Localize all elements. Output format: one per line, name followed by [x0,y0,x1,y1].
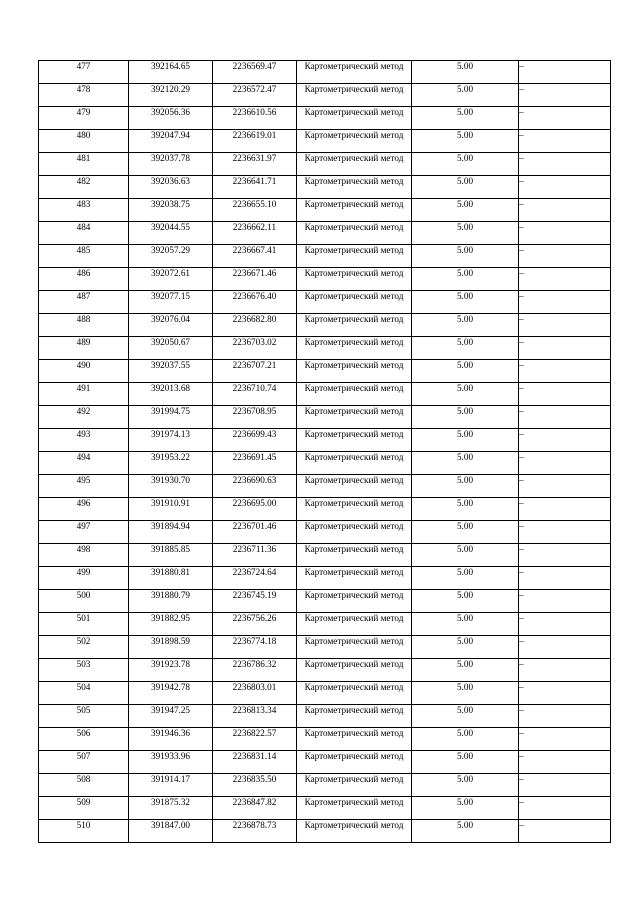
table-row [39,797,611,820]
x-coordinate-cell: 391882.95 [129,613,213,636]
error-cell: 5.00 [412,107,519,130]
description-cell: – [519,751,611,774]
point-number-cell: 486 [39,268,129,291]
table-row [39,728,611,751]
method-cell: Картометрический метод [297,84,412,107]
table-row [39,475,611,498]
point-number-cell: 504 [39,682,129,705]
error-cell: 5.00 [412,498,519,521]
error-cell: 5.00 [412,245,519,268]
y-coordinate-cell: 2236655.10 [213,199,297,222]
x-coordinate-cell: 391923.78 [129,659,213,682]
point-number-cell: 479 [39,107,129,130]
x-coordinate-cell: 392056.36 [129,107,213,130]
table-row [39,383,611,406]
point-number-cell: 487 [39,291,129,314]
error-cell: 5.00 [412,84,519,107]
y-coordinate-cell: 2236803.01 [213,682,297,705]
x-coordinate-cell: 391974.13 [129,429,213,452]
y-coordinate-cell: 2236619.01 [213,130,297,153]
error-cell: 5.00 [412,222,519,245]
y-coordinate-cell: 2236641.71 [213,176,297,199]
method-cell: Картометрический метод [297,820,412,843]
method-cell: Картометрический метод [297,705,412,728]
error-cell: 5.00 [412,820,519,843]
table-row [39,429,611,452]
error-cell: 5.00 [412,268,519,291]
error-cell: 5.00 [412,636,519,659]
method-cell: Картометрический метод [297,475,412,498]
point-number-cell: 494 [39,452,129,475]
x-coordinate-cell: 391933.96 [129,751,213,774]
method-cell: Картометрический метод [297,521,412,544]
y-coordinate-cell: 2236774.18 [213,636,297,659]
y-coordinate-cell: 2236695.00 [213,498,297,521]
description-cell: – [519,636,611,659]
method-cell: Картометрический метод [297,291,412,314]
error-cell: 5.00 [412,360,519,383]
y-coordinate-cell: 2236667.41 [213,245,297,268]
table-row [39,107,611,130]
table-row [39,360,611,383]
point-number-cell: 503 [39,659,129,682]
x-coordinate-cell: 391885.85 [129,544,213,567]
point-number-cell: 478 [39,84,129,107]
error-cell: 5.00 [412,153,519,176]
table-row [39,406,611,429]
x-coordinate-cell: 391894.94 [129,521,213,544]
table-row [39,521,611,544]
y-coordinate-cell: 2236822.57 [213,728,297,751]
table-row [39,199,611,222]
error-cell: 5.00 [412,199,519,222]
point-number-cell: 491 [39,383,129,406]
point-number-cell: 497 [39,521,129,544]
description-cell: – [519,613,611,636]
point-number-cell: 492 [39,406,129,429]
table-row [39,61,611,84]
x-coordinate-cell: 392038.75 [129,199,213,222]
table-row [39,567,611,590]
method-cell: Картометрический метод [297,383,412,406]
x-coordinate-cell: 392036.63 [129,176,213,199]
error-cell: 5.00 [412,383,519,406]
table-row [39,751,611,774]
error-cell: 5.00 [412,544,519,567]
error-cell: 5.00 [412,130,519,153]
table-row [39,337,611,360]
y-coordinate-cell: 2236724.64 [213,567,297,590]
y-coordinate-cell: 2236682.80 [213,314,297,337]
y-coordinate-cell: 2236610.56 [213,107,297,130]
x-coordinate-cell: 392077.15 [129,291,213,314]
description-cell: – [519,590,611,613]
y-coordinate-cell: 2236710.74 [213,383,297,406]
error-cell: 5.00 [412,590,519,613]
description-cell: – [519,245,611,268]
point-number-cell: 480 [39,130,129,153]
y-coordinate-cell: 2236835.50 [213,774,297,797]
method-cell: Картометрический метод [297,636,412,659]
y-coordinate-cell: 2236756.26 [213,613,297,636]
point-number-cell: 507 [39,751,129,774]
table-row [39,153,611,176]
description-cell: – [519,797,611,820]
error-cell: 5.00 [412,406,519,429]
description-cell: – [519,567,611,590]
y-coordinate-cell: 2236707.21 [213,360,297,383]
table-row [39,176,611,199]
point-number-cell: 505 [39,705,129,728]
point-number-cell: 500 [39,590,129,613]
table-body [39,61,611,843]
y-coordinate-cell: 2236572.47 [213,84,297,107]
y-coordinate-cell: 2236703.02 [213,337,297,360]
table-row [39,245,611,268]
x-coordinate-cell: 391953.22 [129,452,213,475]
description-cell: – [519,406,611,429]
error-cell: 5.00 [412,751,519,774]
table-row [39,613,611,636]
description-cell: – [519,153,611,176]
description-cell: – [519,774,611,797]
table-row [39,130,611,153]
description-cell: – [519,521,611,544]
method-cell: Картометрический метод [297,268,412,291]
point-number-cell: 489 [39,337,129,360]
description-cell: – [519,84,611,107]
method-cell: Картометрический метод [297,245,412,268]
point-number-cell: 484 [39,222,129,245]
x-coordinate-cell: 392037.78 [129,153,213,176]
x-coordinate-cell: 392044.55 [129,222,213,245]
description-cell: – [519,659,611,682]
y-coordinate-cell: 2236708.95 [213,406,297,429]
error-cell: 5.00 [412,429,519,452]
error-cell: 5.00 [412,613,519,636]
table-row [39,659,611,682]
x-coordinate-cell: 391880.81 [129,567,213,590]
description-cell: – [519,314,611,337]
method-cell: Картометрический метод [297,613,412,636]
description-cell: – [519,107,611,130]
x-coordinate-cell: 392072.61 [129,268,213,291]
y-coordinate-cell: 2236711.36 [213,544,297,567]
x-coordinate-cell: 391994.75 [129,406,213,429]
error-cell: 5.00 [412,314,519,337]
method-cell: Картометрический метод [297,107,412,130]
x-coordinate-cell: 391875.32 [129,797,213,820]
description-cell: – [519,544,611,567]
table-row [39,820,611,843]
method-cell: Картометрический метод [297,222,412,245]
x-coordinate-cell: 391930.70 [129,475,213,498]
y-coordinate-cell: 2236631.97 [213,153,297,176]
table-row [39,291,611,314]
description-cell: – [519,429,611,452]
error-cell: 5.00 [412,774,519,797]
table-row [39,682,611,705]
error-cell: 5.00 [412,797,519,820]
x-coordinate-cell: 391947.25 [129,705,213,728]
error-cell: 5.00 [412,475,519,498]
y-coordinate-cell: 2236690.63 [213,475,297,498]
error-cell: 5.00 [412,176,519,199]
method-cell: Картометрический метод [297,429,412,452]
table-row [39,452,611,475]
description-cell: – [519,820,611,843]
point-number-cell: 506 [39,728,129,751]
y-coordinate-cell: 2236878.73 [213,820,297,843]
error-cell: 5.00 [412,291,519,314]
table-row [39,84,611,107]
method-cell: Картометрический метод [297,360,412,383]
x-coordinate-cell: 392050.67 [129,337,213,360]
method-cell: Картометрический метод [297,176,412,199]
x-coordinate-cell: 392120.29 [129,84,213,107]
x-coordinate-cell: 391914.17 [129,774,213,797]
description-cell: – [519,475,611,498]
x-coordinate-cell: 391880.79 [129,590,213,613]
error-cell: 5.00 [412,337,519,360]
y-coordinate-cell: 2236691.45 [213,452,297,475]
table-row [39,222,611,245]
method-cell: Картометрический метод [297,751,412,774]
description-cell: – [519,291,611,314]
method-cell: Картометрический метод [297,590,412,613]
point-number-cell: 501 [39,613,129,636]
point-number-cell: 495 [39,475,129,498]
method-cell: Картометрический метод [297,682,412,705]
x-coordinate-cell: 392047.94 [129,130,213,153]
error-cell: 5.00 [412,452,519,475]
method-cell: Картометрический метод [297,659,412,682]
x-coordinate-cell: 392057.29 [129,245,213,268]
description-cell: – [519,176,611,199]
point-number-cell: 502 [39,636,129,659]
x-coordinate-cell: 391898.59 [129,636,213,659]
y-coordinate-cell: 2236813.34 [213,705,297,728]
error-cell: 5.00 [412,728,519,751]
table-row [39,314,611,337]
y-coordinate-cell: 2236701.46 [213,521,297,544]
method-cell: Картометрический метод [297,797,412,820]
description-cell: – [519,61,611,84]
error-cell: 5.00 [412,521,519,544]
point-number-cell: 498 [39,544,129,567]
description-cell: – [519,360,611,383]
point-number-cell: 509 [39,797,129,820]
y-coordinate-cell: 2236676.40 [213,291,297,314]
y-coordinate-cell: 2236847.82 [213,797,297,820]
point-number-cell: 477 [39,61,129,84]
y-coordinate-cell: 2236569.47 [213,61,297,84]
point-number-cell: 496 [39,498,129,521]
description-cell: – [519,268,611,291]
y-coordinate-cell: 2236671.46 [213,268,297,291]
error-cell: 5.00 [412,682,519,705]
point-number-cell: 481 [39,153,129,176]
method-cell: Картометрический метод [297,406,412,429]
y-coordinate-cell: 2236786.32 [213,659,297,682]
x-coordinate-cell: 392013.68 [129,383,213,406]
error-cell: 5.00 [412,705,519,728]
table-row [39,705,611,728]
description-cell: – [519,728,611,751]
method-cell: Картометрический метод [297,774,412,797]
description-cell: – [519,130,611,153]
description-cell: – [519,383,611,406]
description-cell: – [519,337,611,360]
description-cell: – [519,222,611,245]
method-cell: Картометрический метод [297,452,412,475]
method-cell: Картометрический метод [297,544,412,567]
method-cell: Картометрический метод [297,567,412,590]
y-coordinate-cell: 2236831.14 [213,751,297,774]
method-cell: Картометрический метод [297,337,412,360]
x-coordinate-cell: 392076.04 [129,314,213,337]
description-cell: – [519,682,611,705]
table-row [39,590,611,613]
point-number-cell: 488 [39,314,129,337]
table-row [39,268,611,291]
x-coordinate-cell: 391942.78 [129,682,213,705]
method-cell: Картометрический метод [297,498,412,521]
method-cell: Картометрический метод [297,314,412,337]
table-row [39,544,611,567]
description-cell: – [519,452,611,475]
y-coordinate-cell: 2236699.43 [213,429,297,452]
method-cell: Картометрический метод [297,61,412,84]
description-cell: – [519,705,611,728]
x-coordinate-cell: 391946.36 [129,728,213,751]
point-number-cell: 485 [39,245,129,268]
point-number-cell: 499 [39,567,129,590]
x-coordinate-cell: 391910.91 [129,498,213,521]
point-number-cell: 493 [39,429,129,452]
x-coordinate-cell: 392164.65 [129,61,213,84]
method-cell: Картометрический метод [297,199,412,222]
description-cell: – [519,199,611,222]
coordinates-table [38,60,611,843]
method-cell: Картометрический метод [297,728,412,751]
table-row [39,498,611,521]
table-row [39,774,611,797]
x-coordinate-cell: 391847.00 [129,820,213,843]
y-coordinate-cell: 2236662.11 [213,222,297,245]
method-cell: Картометрический метод [297,130,412,153]
point-number-cell: 490 [39,360,129,383]
point-number-cell: 482 [39,176,129,199]
table-row [39,636,611,659]
method-cell: Картометрический метод [297,153,412,176]
description-cell: – [519,498,611,521]
error-cell: 5.00 [412,61,519,84]
point-number-cell: 510 [39,820,129,843]
point-number-cell: 483 [39,199,129,222]
point-number-cell: 508 [39,774,129,797]
y-coordinate-cell: 2236745.19 [213,590,297,613]
x-coordinate-cell: 392037.55 [129,360,213,383]
error-cell: 5.00 [412,567,519,590]
error-cell: 5.00 [412,659,519,682]
